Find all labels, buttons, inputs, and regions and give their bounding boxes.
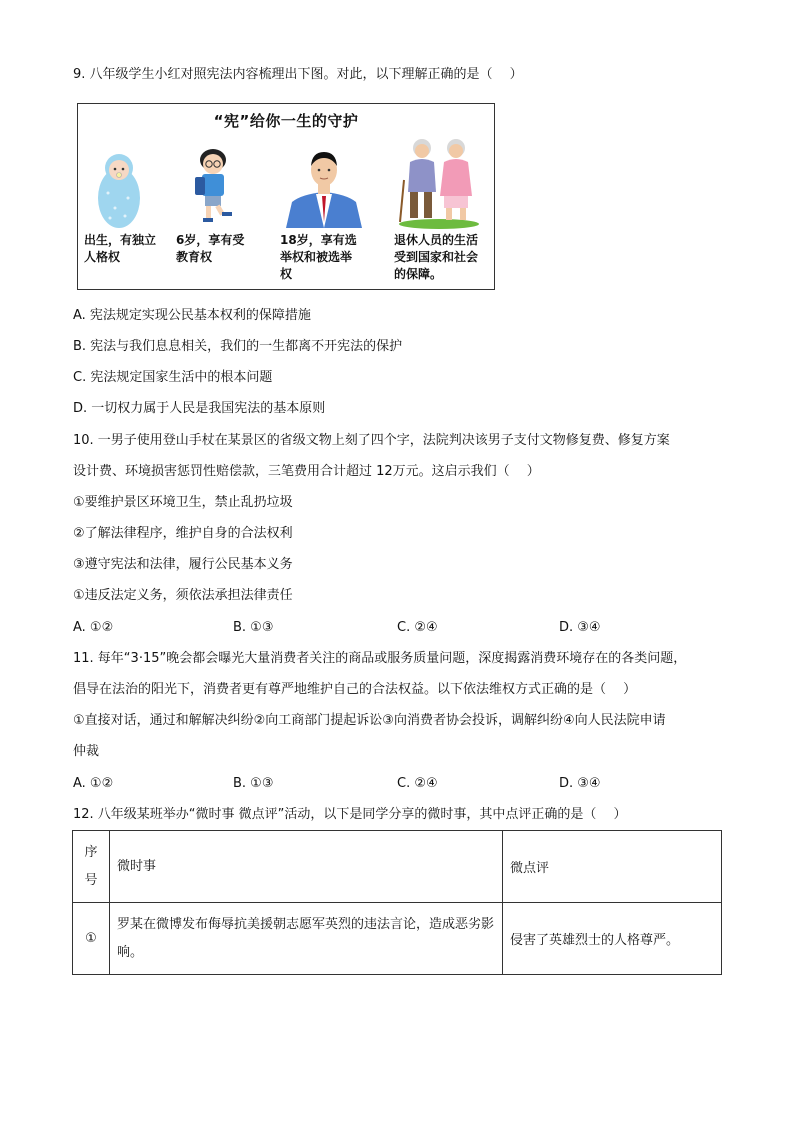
q9-option-b: B. 宪法与我们息息相关，我们的一生都离不开宪法的保护: [73, 339, 403, 354]
q9-option-a: A. 宪法规定实现公民基本权利的保障措施: [73, 308, 311, 323]
q12-stem: 12. 八年级某班举办“微时事 微点评”活动，以下是同学分享的微时事，其中点评正确的是（ ）: [73, 807, 627, 822]
q10-statement: ③遵守宪法和法律，履行公民基本义务: [73, 557, 293, 572]
table-row: [73, 903, 722, 975]
choice-b: B. ①③: [233, 776, 274, 791]
choice-a: A. ①②: [73, 620, 114, 635]
businessman-icon: [282, 144, 366, 228]
q11-statements-line2: 仲裁: [73, 744, 100, 759]
row-number: ①: [73, 903, 110, 975]
header-number: 序号: [73, 831, 110, 903]
q9-option-c: C. 宪法规定国家生活中的根本问题: [73, 370, 273, 385]
panel-caption: 6岁，享有受教育权: [176, 233, 245, 264]
q10-stem-line2: 设计费、环境损害惩罚性赔偿款，三笔费用合计超过 12万元。这启示我们（ ）: [73, 464, 540, 479]
q11-stem-line1: 11. 每年“3·15”晚会都会曝光大量消费者关注的商品或服务质量问题，深度揭露消费环境存在的各类问题，: [73, 651, 687, 666]
q10-choices: [73, 619, 633, 637]
baby-icon: [90, 148, 148, 230]
q10-statement: ①要维护景区环境卫生，禁止乱扔垃圾: [73, 495, 293, 510]
row-comment: 侵害了英雄烈士的人格尊严。: [503, 903, 722, 975]
panel-caption: 18岁，享有选举权和被选举权: [280, 233, 357, 281]
figure-title: “宪”给你一生的守护: [213, 112, 359, 130]
panel-caption: 退休人员的生活受到国家和社会的保障。: [394, 233, 479, 281]
choice-b: B. ①③: [233, 620, 274, 635]
schoolboy-icon: [178, 146, 248, 228]
q9-figure: [77, 103, 495, 290]
header-event: 微时事: [110, 831, 503, 903]
choice-d: D. ③④: [559, 776, 601, 791]
q9-option-d: D. 一切权力属于人民是我国宪法的基本原则: [73, 401, 326, 416]
q12-table: [72, 830, 722, 975]
table-header-row: [73, 831, 722, 903]
elderly-couple-icon: [394, 134, 484, 230]
panel-caption: 出生，有独立人格权: [84, 233, 157, 264]
q10-statement: ①违反法定义务，须依法承担法律责任: [73, 588, 293, 603]
choice-c: C. ②④: [397, 620, 438, 635]
choice-c: C. ②④: [397, 776, 438, 791]
q11-choices: [73, 775, 633, 793]
q11-stem-line2: 倡导在法治的阳光下，消费者更有尊严地维护自己的合法权益。以下依法维权方式正确的是（ ）: [73, 682, 637, 697]
choice-a: A. ①②: [73, 776, 114, 791]
q9-stem: 9. 八年级学生小红对照宪法内容梳理出下图。对此，以下理解正确的是（ ）: [73, 67, 523, 82]
choice-d: D. ③④: [559, 620, 601, 635]
row-event: 罗某在微博发布侮辱抗美援朝志愿军英烈的违法言论，造成恶劣影响。: [110, 903, 503, 975]
q10-statement: ②了解法律程序，维护自身的合法权利: [73, 526, 293, 541]
q11-statements-line1: ①直接对话，通过和解解决纠纷②向工商部门提起诉讼③向消费者协会投诉，调解纠纷④向人民法院申请: [73, 713, 666, 728]
q10-stem-line1: 10. 一男子使用登山手杖在某景区的省级文物上刻了四个字，法院判决该男子支付文物修复费、修复方案: [73, 433, 670, 448]
header-comment: 微点评: [503, 831, 722, 903]
